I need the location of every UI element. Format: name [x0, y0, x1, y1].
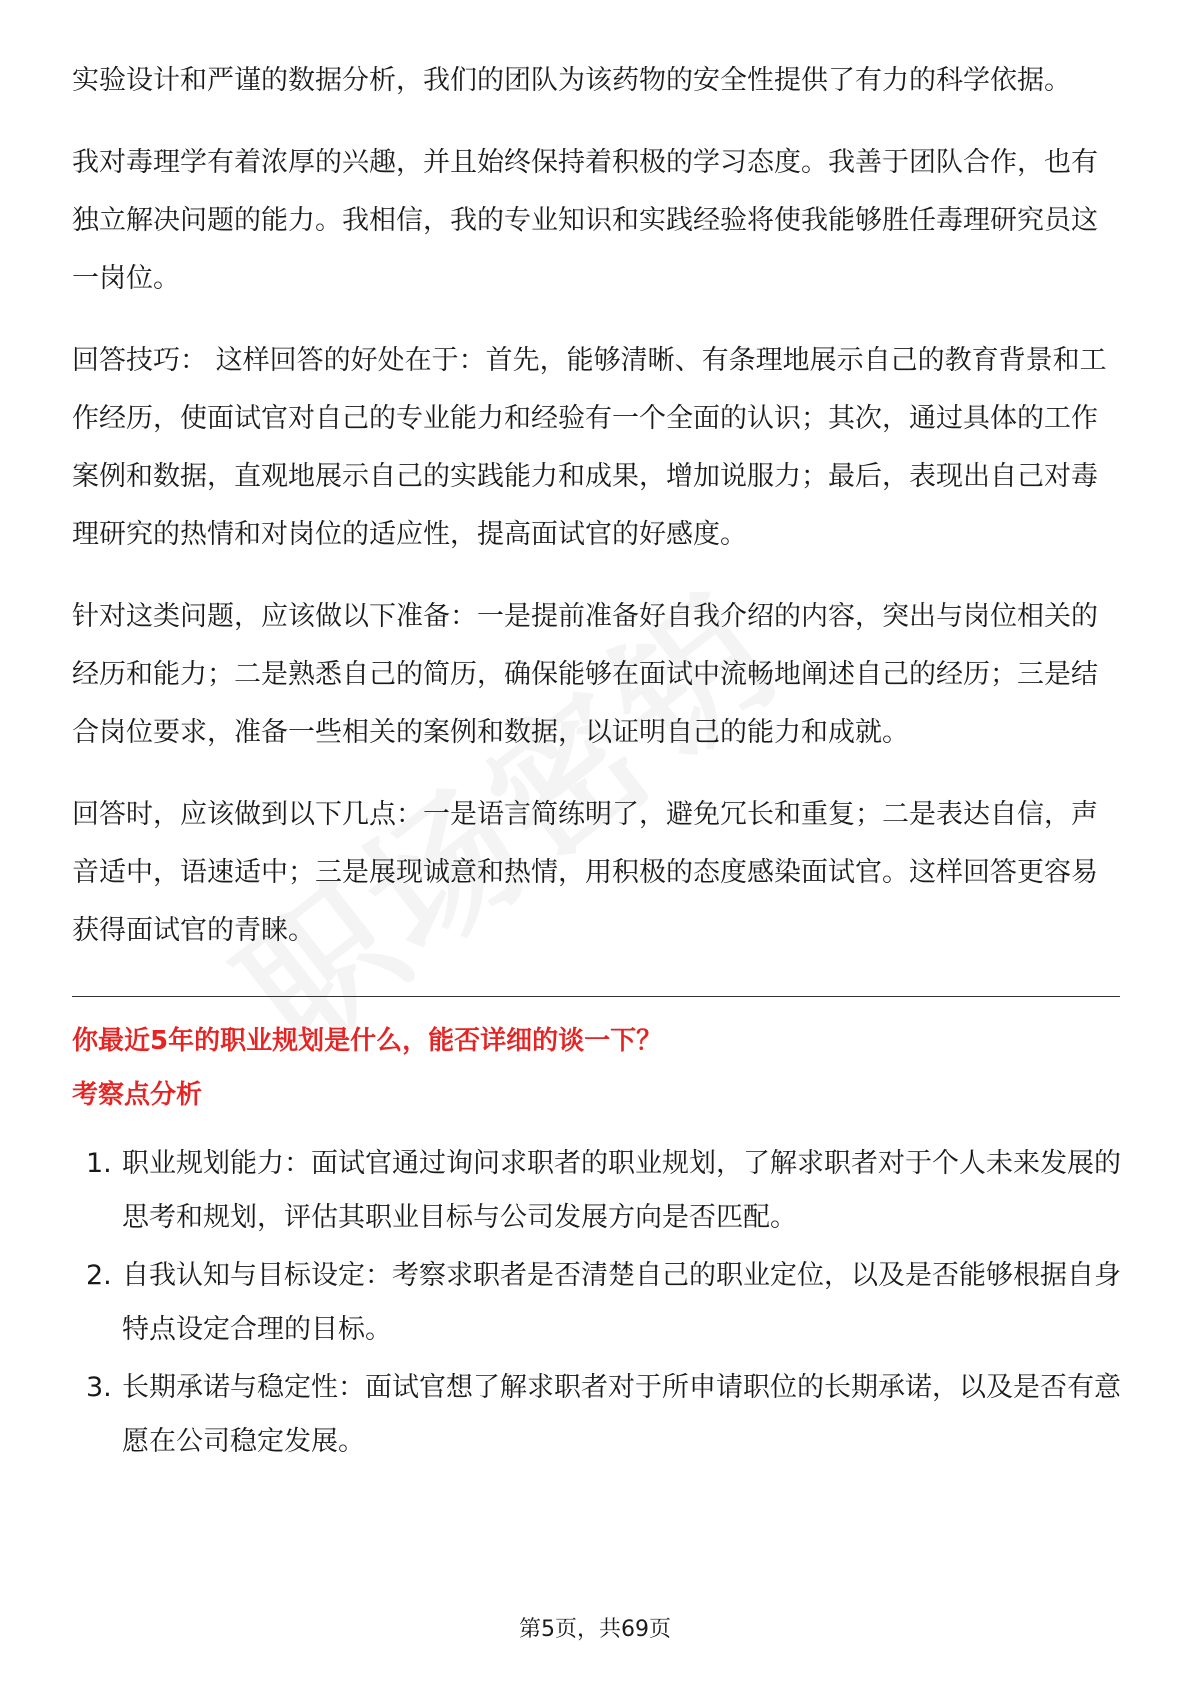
list-item-text: 职业规划能力：面试官通过询问求职者的职业规划，了解求职者对于个人未来发展的思考和规划，评估其职业目标与公司发展方向是否匹配。 [122, 1148, 1121, 1233]
paragraph: 回答时，应该做到以下几点：一是语言简练明了，避免冗长和重复；二是表达自信，声音适中，语速适中；三是展现诚意和热情，用积极的态度感染面试官。这样回答更容易获得面试官的青睐。 [72, 799, 1098, 946]
list-number: 3. [86, 1372, 112, 1403]
paragraph: 回答技巧： 这样回答的好处在于：首先，能够清晰、有条理地展示自己的教育背景和工作经历，使面试官对自己的专业能力和经验有一个全面的认识；其次，通过具体的工作案例和数据，直观地展示自己的实践能力和成果，增加说服力；最后，表现出自己对毒理研究的热情和对岗位的适应性，提高面试官的好感度。 [72, 345, 1107, 550]
list-number: 2. [86, 1260, 112, 1291]
paragraph: 针对这类问题，应该做以下准备：一是提前准备好自我介绍的内容，突出与岗位相关的经历和能力；二是熟悉自己的简历，确保能够在面试中流畅地阐述自己的经历；三是结合岗位要求，准备一些相关的案例和数据，以证明自己的能力和成就。 [72, 601, 1098, 748]
document-body [72, 52, 1122, 1473]
analysis-list [72, 1137, 1122, 1469]
paragraph: 实验设计和严谨的数据分析，我们的团队为该药物的安全性提供了有力的科学依据。 [72, 65, 1071, 96]
section-divider [72, 996, 1120, 997]
list-number: 1. [86, 1148, 112, 1179]
list-item-text: 长期承诺与稳定性：面试官想了解求职者对于所申请职位的长期承诺，以及是否有意愿在公司稳定发展。 [122, 1372, 1121, 1457]
question-heading: 你最近5年的职业规划是什么，能否详细的谈一下？ [72, 1026, 663, 1056]
analysis-heading: 考察点分析 [72, 1080, 203, 1110]
list-item [72, 1361, 1122, 1469]
list-item [72, 1137, 1122, 1245]
paragraph: 我对毒理学有着浓厚的兴趣，并且始终保持着积极的学习态度。我善于团队合作，也有独立解决问题的能力。我相信，我的专业知识和实践经验将使我能够胜任毒理研究员这一岗位。 [72, 147, 1098, 294]
list-item-text: 自我认知与目标设定：考察求职者是否清楚自己的职业定位，以及是否能够根据自身特点设定合理的目标。 [122, 1260, 1121, 1345]
page-footer: 第5页，共69页 [519, 1617, 671, 1642]
list-item [72, 1249, 1122, 1357]
